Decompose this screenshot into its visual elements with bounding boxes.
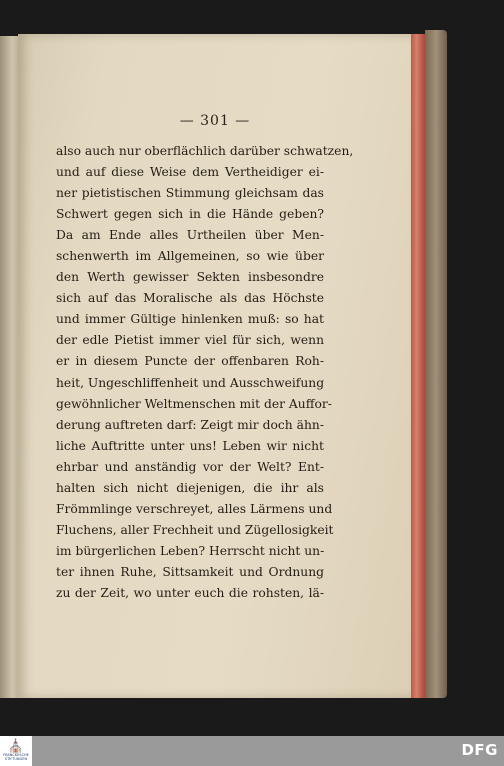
viewer-footer-bar (0, 736, 504, 766)
text-line: und auf diese Weise dem Vertheidiger ei- (56, 165, 324, 180)
text-line: im bürgerlichen Leben? Herrscht nicht un- (56, 543, 325, 558)
text-line: er in diesem Puncte der offenbaren Roh- (56, 354, 324, 369)
text-line: ter ihnen Ruhe, Sittsamkeit und Ordnung (56, 564, 324, 579)
left-page-edge (0, 36, 20, 698)
text-line: Da am Ende alles Urtheilen über Men- (56, 228, 324, 243)
text-line: sich auf das Moralische als das Höchste (56, 291, 324, 306)
text-line: heit, Ungeschliffenheit und Ausschweifung (56, 375, 325, 390)
text-line: Fluchens, aller Frechheit und Zügellosigkeit (56, 522, 334, 537)
dfg-logo[interactable]: DFG (461, 741, 498, 759)
text-line: liche Auftritte unter uns! Leben wir nicht (56, 438, 324, 453)
page-edge-red (411, 34, 425, 698)
text-line: schenwerth im Allgemeinen, so wie über (56, 249, 324, 264)
logo-caption: FRANCKESCHE STIFTUNGEN (3, 753, 29, 761)
page-number: — 301 — (179, 113, 251, 129)
text-line: Frömmlinge verschreyet, alles Lärmens und (56, 501, 333, 516)
book-cover-edge (425, 30, 447, 698)
text-line: den Werth gewisser Sekten insbesondre (56, 270, 324, 285)
text-line: ner pietistischen Stimmung gleichsam das (56, 186, 324, 201)
building-icon: ⛪ (7, 739, 25, 754)
text-line: zu der Zeit, wo unter euch die rohsten, lä- (56, 585, 324, 600)
text-line: also auch nur oberflächlich darüber schwatzen, (56, 144, 354, 158)
text-line: der edle Pietist immer viel für sich, wenn (56, 333, 324, 348)
university-library-logo-icon[interactable] (0, 736, 32, 766)
text-line: Schwert gegen sich in die Hände geben? (56, 207, 324, 222)
text-line: ehrbar und anständig vor der Welt? Ent- (56, 459, 324, 474)
page-text (56, 141, 354, 604)
text-line: derung auftreten darf: Zeigt mir doch ähn- (56, 417, 324, 432)
text-line: halten sich nicht diejenigen, die ihr als (56, 480, 324, 495)
text-line: und immer Gültige hinlenken muß: so hat (56, 312, 324, 327)
text-line: gewöhnlicher Weltmenschen mit der Auffor- (56, 396, 332, 411)
